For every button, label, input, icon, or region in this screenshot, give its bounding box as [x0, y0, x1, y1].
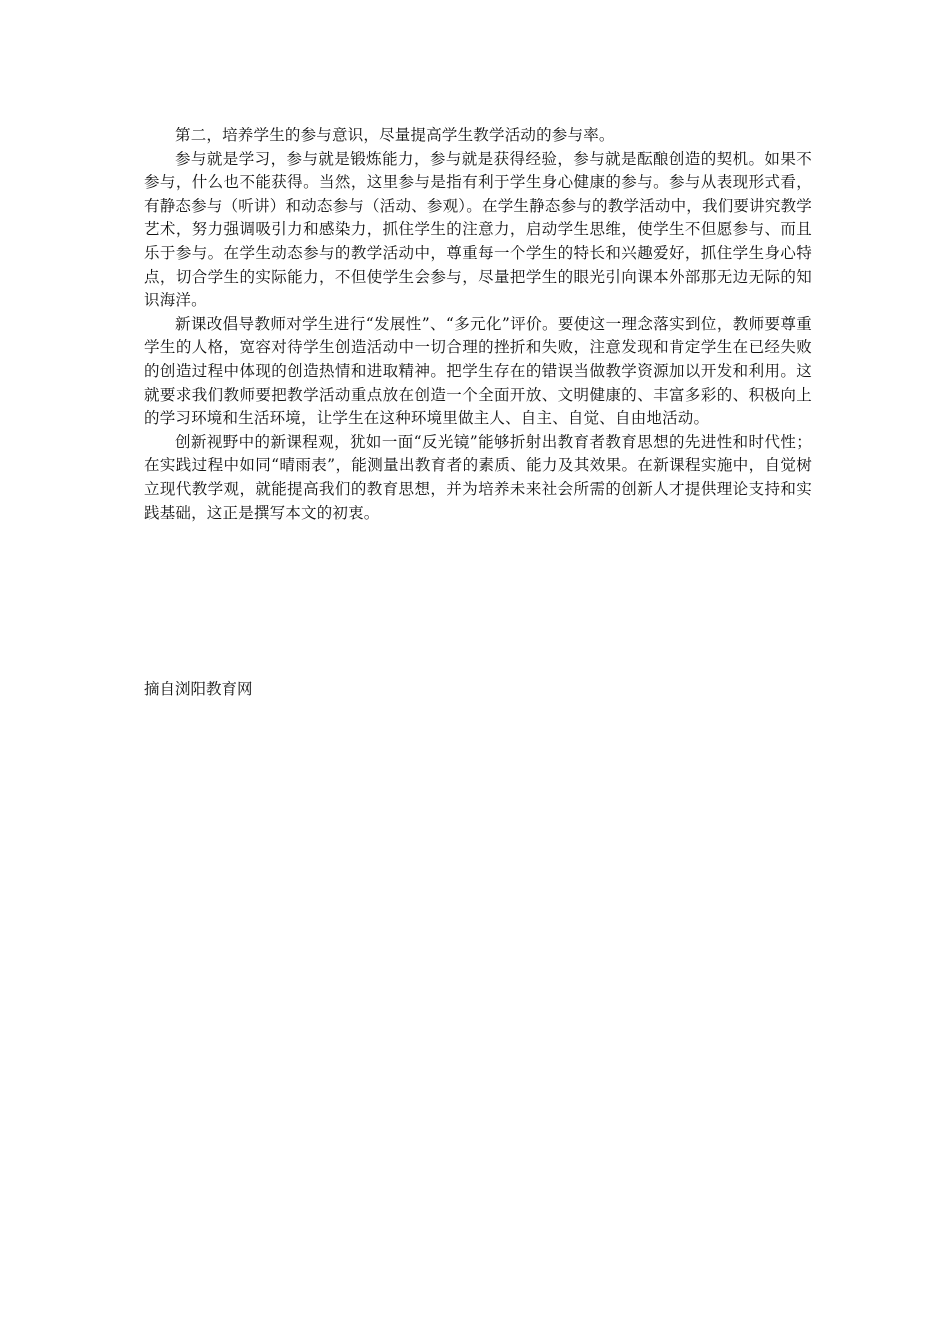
paragraph-intro: 第二，培养学生的参与意识，尽量提高学生教学活动的参与率。: [175, 126, 615, 144]
paragraph-evaluation: 新课改倡导教师对学生进行“发展性”、“多元化”评价。要使这一理念落实到位，教师要尊重学生的人格，宽容对待学生创造活动中一切合理的挫折和失败，注意发现和肯定学生在已经失败的创造过程中体现的创造热情和进取精神。把学生存在的错误当做教学资源加以开发和利用。这就要求我们教师要把教学活动重点放在创造一个全面开放、文明健康的、丰富多彩的、积极向上的学习环境和生活环境，让学生在这种环境里做主人、自主、自觉、自由地活动。: [144, 314, 812, 428]
paragraph-participation: 参与就是学习，参与就是锻炼能力，参与就是获得经验，参与就是酝酿创造的契机。如果不参与，什么也不能获得。当然，这里参与是指有利于学生身心健康的参与。参与从表现形式看，有静态参与（听讲）和动态参与（活动、参观）。在学生静态参与的教学活动中，我们要讲究教学艺术，努力强调吸引力和感染力，抓住学生的注意力，启动学生思维，使学生不但愿参与、而且乐于参与。在学生动态参与的教学活动中，尊重每一个学生的特长和兴趣爱好，抓住学生身心特点，切合学生的实际能力，不但使学生会参与，尽量把学生的眼光引向课本外部那无边无际的知识海洋。: [144, 149, 812, 310]
source-attribution: 摘自浏阳教育网: [144, 680, 253, 698]
paragraph-conclusion: 创新视野中的新课程观，犹如一面“反光镜”能够折射出教育者教育思想的先进性和时代性；在实践过程中如同“晴雨表”，能测量出教育者的素质、能力及其效果。在新课程实施中，自觉树立现代教学观，就能提高我们的教育思想，并为培养未来社会所需的创新人才提供理论支持和实践基础，这正是撰写本文的初衷。: [144, 432, 812, 522]
article-body: [144, 124, 812, 525]
